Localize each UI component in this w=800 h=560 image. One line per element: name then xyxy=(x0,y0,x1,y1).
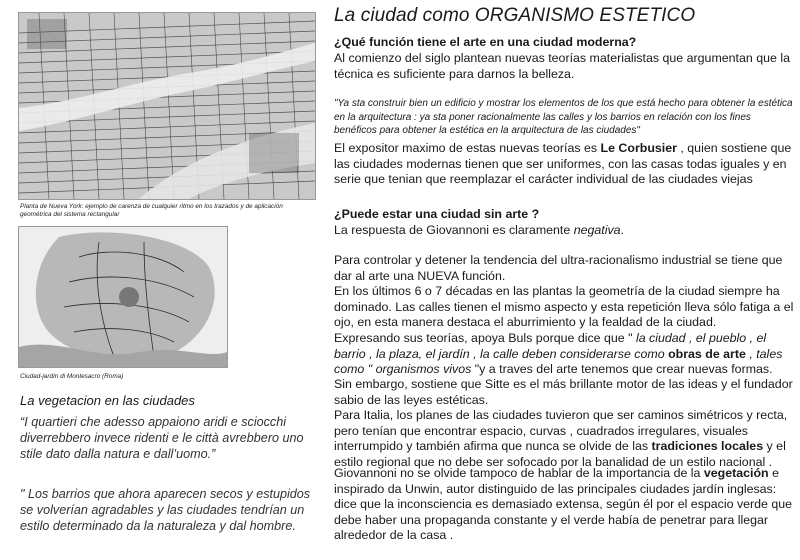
paragraph-giovannoni-answer: La respuesta de Giovannoni es claramente negativa. xyxy=(334,223,625,237)
question-art-function: ¿Qué función tiene el arte en una ciudad moderna? xyxy=(334,35,637,49)
vegetation-quote-italian: “I quartieri che adesso appaiono aridi e sciocchi diverrebbero invece ridenti e le città avrebbero uno stile dato dalla natura e dall’uomo.” xyxy=(20,415,304,461)
vegetation-quote-spanish: " Los barrios que ahora aparecen secos y estupidos se volverían agradables y las ciudades tendrían un estilo determinado da la naturaleza y dal hombre. xyxy=(20,487,311,533)
new-york-plan-image xyxy=(18,12,316,200)
paragraph-le-corbusier: El expositor maximo de estas nuevas teorías es Le Corbusier , quien sostiene que las ciudades modernas tienen que ser uniformes, con las casas todas iguales y en serie que tenian que reemplazar el carácter individual de las ciudades viejas xyxy=(334,141,792,186)
vegetation-heading: La vegetacion en las ciudades xyxy=(20,393,195,408)
quote-aesthetics: "Ya sta construir bien un edificio y mostrar los elementos de los que está hecho para obtener la estética en la arquitectura : ya sta poner racionalmente las calles y los barrios en relación con los fines benéficos para obtener la estética en la arquitectura de las ciudades" xyxy=(334,98,793,136)
question-city-without-art: ¿Puede estar una ciudad sin arte ? xyxy=(334,207,540,221)
paragraph-vegetation: Giovannoni no se olvide tampoco de hablar de la importancia de la vegetación e inspirado da Unwin, autor distinguido de las principales ciudades jardín inglesas: dice que la inconsciencia es demasiado extensa, según él por el espacio verde que debe haber una propaganda constante y el verde había de penetrar para llegar alrededor de la casa . xyxy=(334,466,793,542)
paragraph-materialist-theories: Al comienzo del siglo plantean nuevas teorías materialistas que argumentan que la técnica es suficiente para darnos la belleza. xyxy=(334,51,790,81)
montesacro-caption: Ciudad-jardín di Montesacro (Roma) xyxy=(20,373,124,380)
vegetation-term: vegetación xyxy=(703,466,769,480)
new-york-caption: Planta de Nueva York: ejemplo de carenza de cualquier ritmo en los trazados y de aplicación geométrica del sistema rectangular xyxy=(20,203,283,218)
paragraph-geometry: En los últimos 6 o 7 décadas en las plantas la geometría de la ciudad siempre ha dominado. Las calles tienen el mismo aspecto y esta repetición lleva sólo fatiga a el ojo, en esta manera destaca el aburrimiento y la fealdad de la ciudad. xyxy=(334,284,794,329)
paragraph-sitte: Sin embargo, sostiene que Sitte es el más brillante motor de las ideas y el fundador sabio de las leyes estéticas. xyxy=(334,377,793,407)
montesacro-plan-image xyxy=(18,226,228,368)
paragraph-new-function: Para controlar y detener la tendencia del ultra-racionalismo industrial se tiene que dar al arte una NUEVA función. xyxy=(334,253,783,283)
paragraph-buls: Expresando sus teorías, apoya Buls porque dice que " la ciudad , el pueblo , el barrio , la plaza, el jardín , la calle deben considerarse como obras de arte , tales como " organismos vivos "y a traves del arte tenemos que crear nuevas formas. xyxy=(334,331,783,376)
page-title: La ciudad como ORGANISMO ESTETICO xyxy=(334,5,696,26)
works-of-art-term: obras de arte xyxy=(668,346,746,361)
le-corbusier-name: Le Corbusier xyxy=(600,141,677,155)
local-traditions-term: tradiciones locales xyxy=(651,439,764,453)
paragraph-italy: Para Italia, los planes de las ciudades tuvieron que ser caminos simétricos y recta, pero tenían que encontrar espacio, curvas , cuadrados irregulares, visuales interrumpido y también afirma que nunca se olvide de las tradiciones locales y el estilo regional que no debe ser sofocado por la banalidad de un estilo nacional . xyxy=(334,408,788,469)
